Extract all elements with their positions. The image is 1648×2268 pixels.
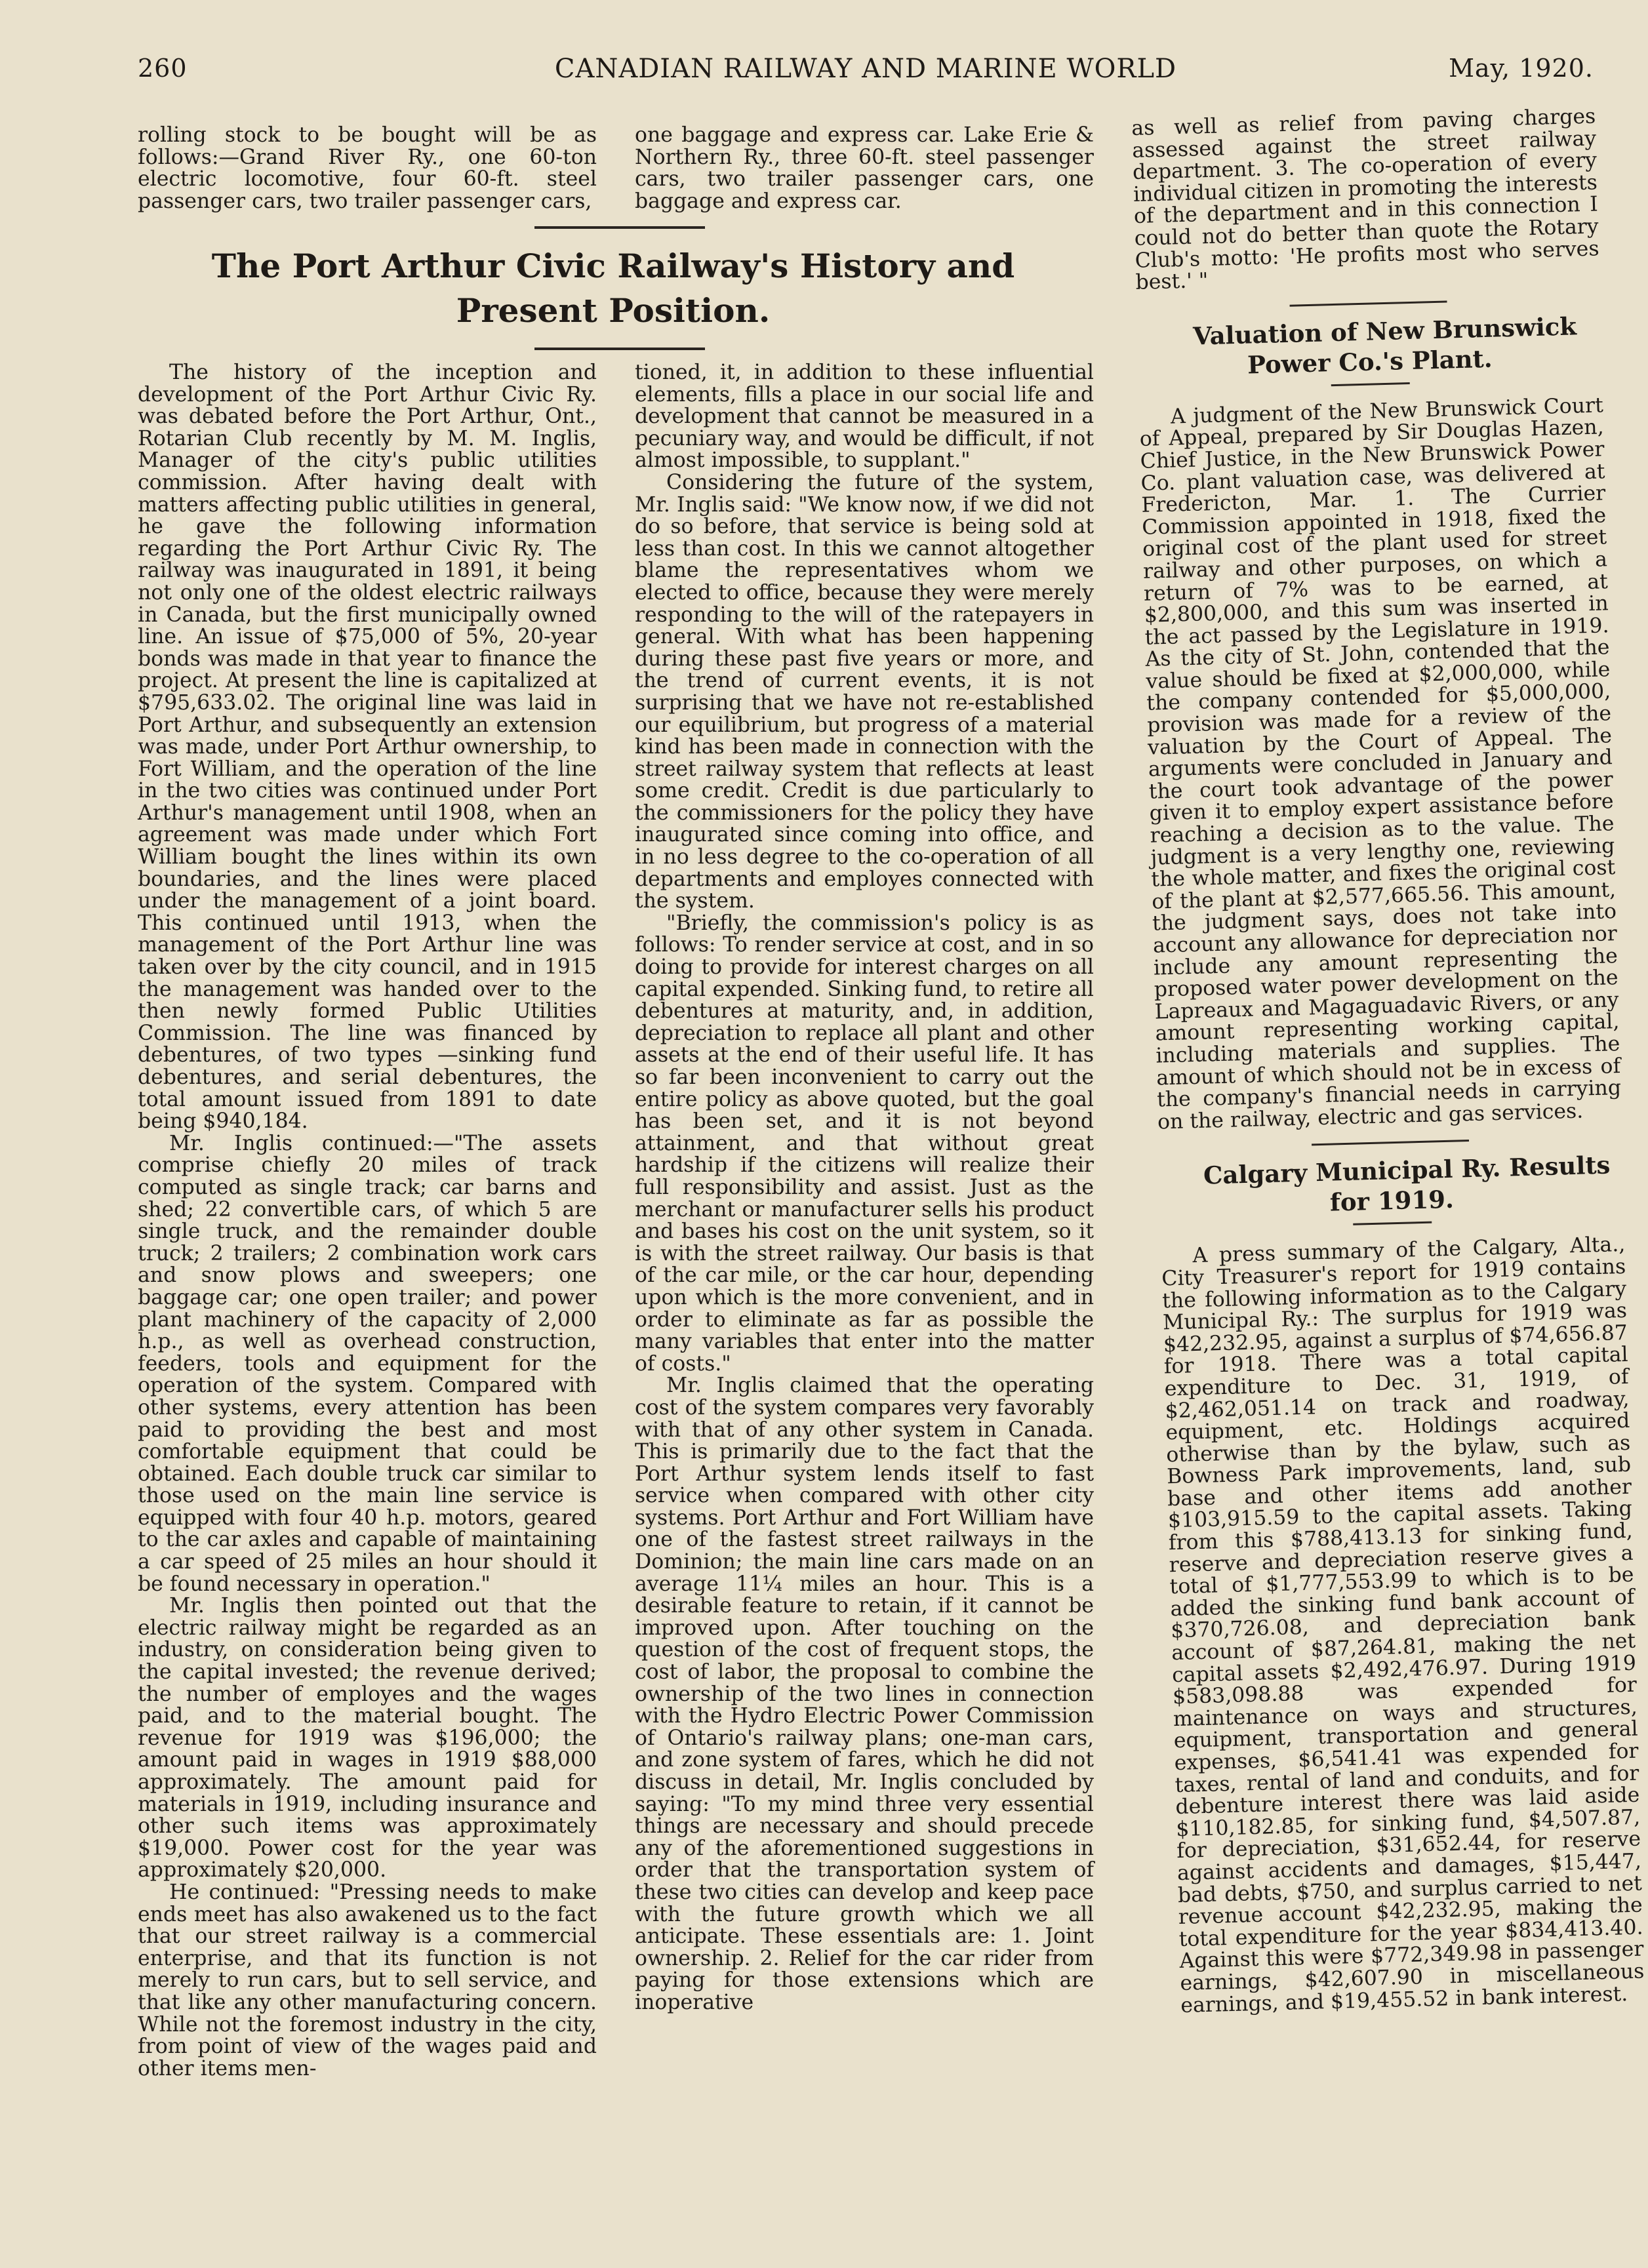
paragraph: "Briefly, the commission's policy is as follows: To render service at cost, and in so doing to provide for interest charges on all capital expended. Sinking fund, to retire all debentures at maturity, and, in addition, depreciation to replace all plant and other assets at the end of their useful life. It has so far been inconvenient to carry out the entire policy as above quoted, but the goal has been set, and it is not beyond attainment, and that without great hardship if the citizens will realize their full responsibility and assist. Just as the merchant or manufacturer sells his product and bases his cost on the unit system, so it is with the street railway. Our basis is that of the car mile, or the car hour, depending upon which is the more convenient, and in order to eliminate as far as possible the many variables that enter into the matter of costs." bbox=[635, 911, 1094, 1376]
page-header bbox=[138, 54, 1594, 93]
divider-rule bbox=[534, 226, 705, 229]
main-headline: The Port Arthur Civic Railway's History and Present Position. bbox=[211, 247, 1015, 330]
main-article-col1 bbox=[138, 362, 597, 2080]
main-article-col2 bbox=[635, 362, 1094, 2014]
nb-headline: Valuation of New Brunswick Power Co.'s Plant. bbox=[1192, 311, 1577, 380]
divider-rule bbox=[1290, 300, 1447, 306]
paragraph: The history of the inception and development of the Port Arthur Civic Ry. was debated before the Port Arthur, Ont., Rotarian Club recently by M. M. Inglis, Manager of the city's public utilities commission. After having dealt with matters affecting public utilities in general, he gave the following information regarding the Port Arthur Civic Ry. The railway was inaugurated in 1891, it being not only one of the oldest electric railways in Canada, but the first municipally owned line. An issue of $75,000 of 5%, 20-year bonds was made in that year to finance the project. At present the line is capitalized at $795,633.02. The original line was laid in Port Arthur, and subsequently an extension was made, under Port Arthur ownership, to Fort William, and the operation of the line in the two cities was continued under Port Arthur's management until 1908, when an agreement was made under which Fort William bought the lines within its own boundaries, and the lines were placed under the management of a joint board. This continued until 1913, when the management of the Port Arthur line was taken over by the city council, and in 1915 the management was handed over to the then newly formed Public Utilities Commission. The line was financed by debentures, of two types —sinking fund debentures, and serial debentures, the total amount issued from 1891 to date being $940,184. bbox=[138, 361, 597, 1134]
calgary-article bbox=[1159, 1149, 1645, 2017]
paragraph: Mr. Inglis then pointed out that the electric railway might be regarded as an industry, on consideration being given to the capital invested; the revenue derived; the number of employes and the wages paid, and to the material bought. The revenue for 1919 was $196,000; the amount paid in wages in 1919 $88,000 approximately. The amount paid for materials in 1919, including insurance and other such items was approximately $19,000. Power cost for the year was approximately $20,000. bbox=[138, 1594, 597, 1882]
paragraph: A judgment of the New Brunswick Court of Appeal, prepared by Sir Douglas Hazen, Chief Justice, in the New Brunswick Power Co. plant valuation case, was delivered at Fredericton, Mar. 1. The Currier Commission appointed in 1918, fixed the original cost of the plant used for street railway and other purposes, on which a return of 7% was to be earned, at $2,800,000, and this sum was inserted in the act passed by the Legislature in 1919. As the city of St. John, contended that the value should be fixed at $2,000,000, while the company contended for $5,000,000, provision was made for a review of the valuation by the Court of Appeal. The arguments were concluded in January and the court took advantage of the power given it to employ expert assistance before reaching a decision as to the value. The judgment is a very lengthy one, reviewing the whole matter, and fixes the original cost of the plant at $2,577,665.56. This amount, the judgment says, does not take into account any allowance for depreciation nor include any amount representing the proposed water power development on the Lapreaux and Magaguadavic Rivers, or any amount representing working capital, including materials and supplies. The amount of which should not be in excess of the company's financial needs in carrying on the railway, electric and gas services. bbox=[1139, 393, 1622, 1134]
continued-paragraph: as well as relief from paving charges assessed against the street railway department. 3. The co-operation of every individual citizen in promoting the interests of the department and in this connection I could not do better than quote the Rotary Club's motto: 'He profits most who serves best.' " bbox=[1131, 104, 1599, 295]
divider-rule bbox=[534, 348, 705, 350]
continued-text-col1 bbox=[138, 125, 597, 212]
right-column bbox=[1131, 106, 1645, 2017]
paragraph: A press summary of the Calgary, Alta., City Treasurer's report for 1919 contains the following information as to the Calgary Municipal Ry.: The surplus for 1919 was $42,232.95, against a surplus of $74,656.87 for 1918. There was a total capital expenditure to Dec. 31, 1919, of $2,462,051.14 on track and roadway, equipment, etc. Holdings acquired otherwise than by the bylaw, such as Bowness Park improvements, land, sub base and other items add another $103,915.59 to the capital assets. Taking from this $788,413.13 for sinking fund, reserve and depreciation reserve gives a total of $1,777,553.99 to which is to be added the sinking fund bank account of $370,726.08, and depreciation bank account of $87,264.81, making the net capital assets $2,492,476.97. During 1919 $583,098.88 was expended for maintenance on ways and structures, equipment, transportation and general expenses, $6,541.41 was expended for taxes, rental of land and conduits, and for debenture interest there was laid aside $110,182.85, for sinking fund, $4,507.87, for depreciation, $31,652.44, for reserve against accidents and damages, $15,447, bad debts, $750, and surplus carried to net revenue account $42,232.95, making the total expenditure for the year $834,413.40. Against this were $772,349.98 in passenger earnings, $42,607.90 in miscellaneous earnings, and $19,455.52 in bank interest. bbox=[1161, 1233, 1645, 2018]
paragraph: Mr. Inglis continued:—"The assets comprise chiefly 20 miles of track computed as single track; car barns and shed; 22 convertible cars, of which 5 are single truck, and the remainder double truck; 2 trailers; 2 combination work cars and snow plows and sweepers; one baggage car; one open trailer; and power plant machinery of the capacity of 2,000 h.p., as well as overhead construction, feeders, tools and equipment for the operation of the system. Compared with other systems, every attention has been paid to providing the best and most comfortable equipment that could be obtained. Each double truck car similar to those used on the main line service is equipped with four 40 h.p. motors, geared to the car axles and capable of maintaining a car speed of 25 miles an hour should it be found necessary in operation." bbox=[138, 1131, 597, 1596]
paragraph: tioned, it, in addition to these influential elements, fills a place in our social life and development that cannot be measured in a pecuniary way, and would be difficult, if not almost impossible, to supplant." bbox=[635, 361, 1094, 473]
paragraph: He continued: "Pressing needs to make ends meet has also awakened us to the fact that our street railway is a commercial enterprise, and that its function is not merely to run cars, but to sell service, and that like any other manufacturing concern. While not the foremost industry in the city, from point of view of the wages paid and other items men- bbox=[138, 1880, 597, 2080]
paragraph: Mr. Inglis claimed that the operating cost of the system compares very favorably with that of any other system in Canada. This is primarily due to the fact that the Port Arthur system lends itself to fast service when compared with other city systems. Port Arthur and Fort William have one of the fastest street railways in the Dominion; the main line cars made on an average 11¼ miles an hour. This is a desirable feature to retain, if it cannot be improved upon. After touching on the question of the cost of frequent stops, the cost of labor, the proposal to combine the ownership of the two lines in connection with the Hydro Electric Power Commission of Ontario's railway plans; one-man cars, and zone system of fares, which he did not discuss in detail, Mr. Inglis concluded by saying: "To my mind three very essential things are necessary and should precede any of the aforementioned suggestions in order that the transportation system of these two cities can develop and keep pace with the future growth which we all anticipate. These essentials are: 1. Joint ownership. 2. Relief for the car rider from paying for those extensions which are inoperative bbox=[635, 1374, 1094, 2014]
calgary-headline: Calgary Municipal Ry. Results for 1919. bbox=[1203, 1150, 1611, 1217]
continued-paragraph: one baggage and express car. Lake Erie & Northern Ry., three 60-ft. steel passenger cars, two trailer passenger cars, one baggage and express car. bbox=[635, 123, 1094, 213]
divider-rule bbox=[1312, 1140, 1469, 1145]
nb-article bbox=[1136, 310, 1622, 1134]
continued-paragraph: rolling stock to be bought will be as follows:—Grand River Ry., one 60-ton electric locomotive, four 60-ft. steel passenger cars, two trailer passenger cars, bbox=[138, 123, 597, 213]
paragraph: Considering the future of the system, Mr. Inglis said: "We know now, if we did not do so before, that service is being sold at less than cost. In this we cannot altogether blame the representatives whom we elected to office, because they were merely responding to the will of the ratepayers in general. With what has been happening during these past five years or more, and the trend of current events, it is not surprising that we have not re-established our equilibrium, but progress of a material kind has been made in connection with the street railway system that reflects at least some credit. Credit is due particularly to the commissioners for the policy they have inaugurated since coming into office, and in no less degree to the co-operation of all departments and employes connected with the system. bbox=[635, 470, 1094, 913]
divider-rule bbox=[1353, 1222, 1432, 1225]
issue-date: May, 1920. bbox=[1449, 54, 1594, 83]
divider-rule bbox=[1331, 382, 1410, 386]
journal-title: CANADIAN RAILWAY AND MARINE WORLD bbox=[554, 54, 1177, 84]
continued-text-col2 bbox=[635, 125, 1094, 212]
page-number: 260 bbox=[138, 54, 188, 83]
